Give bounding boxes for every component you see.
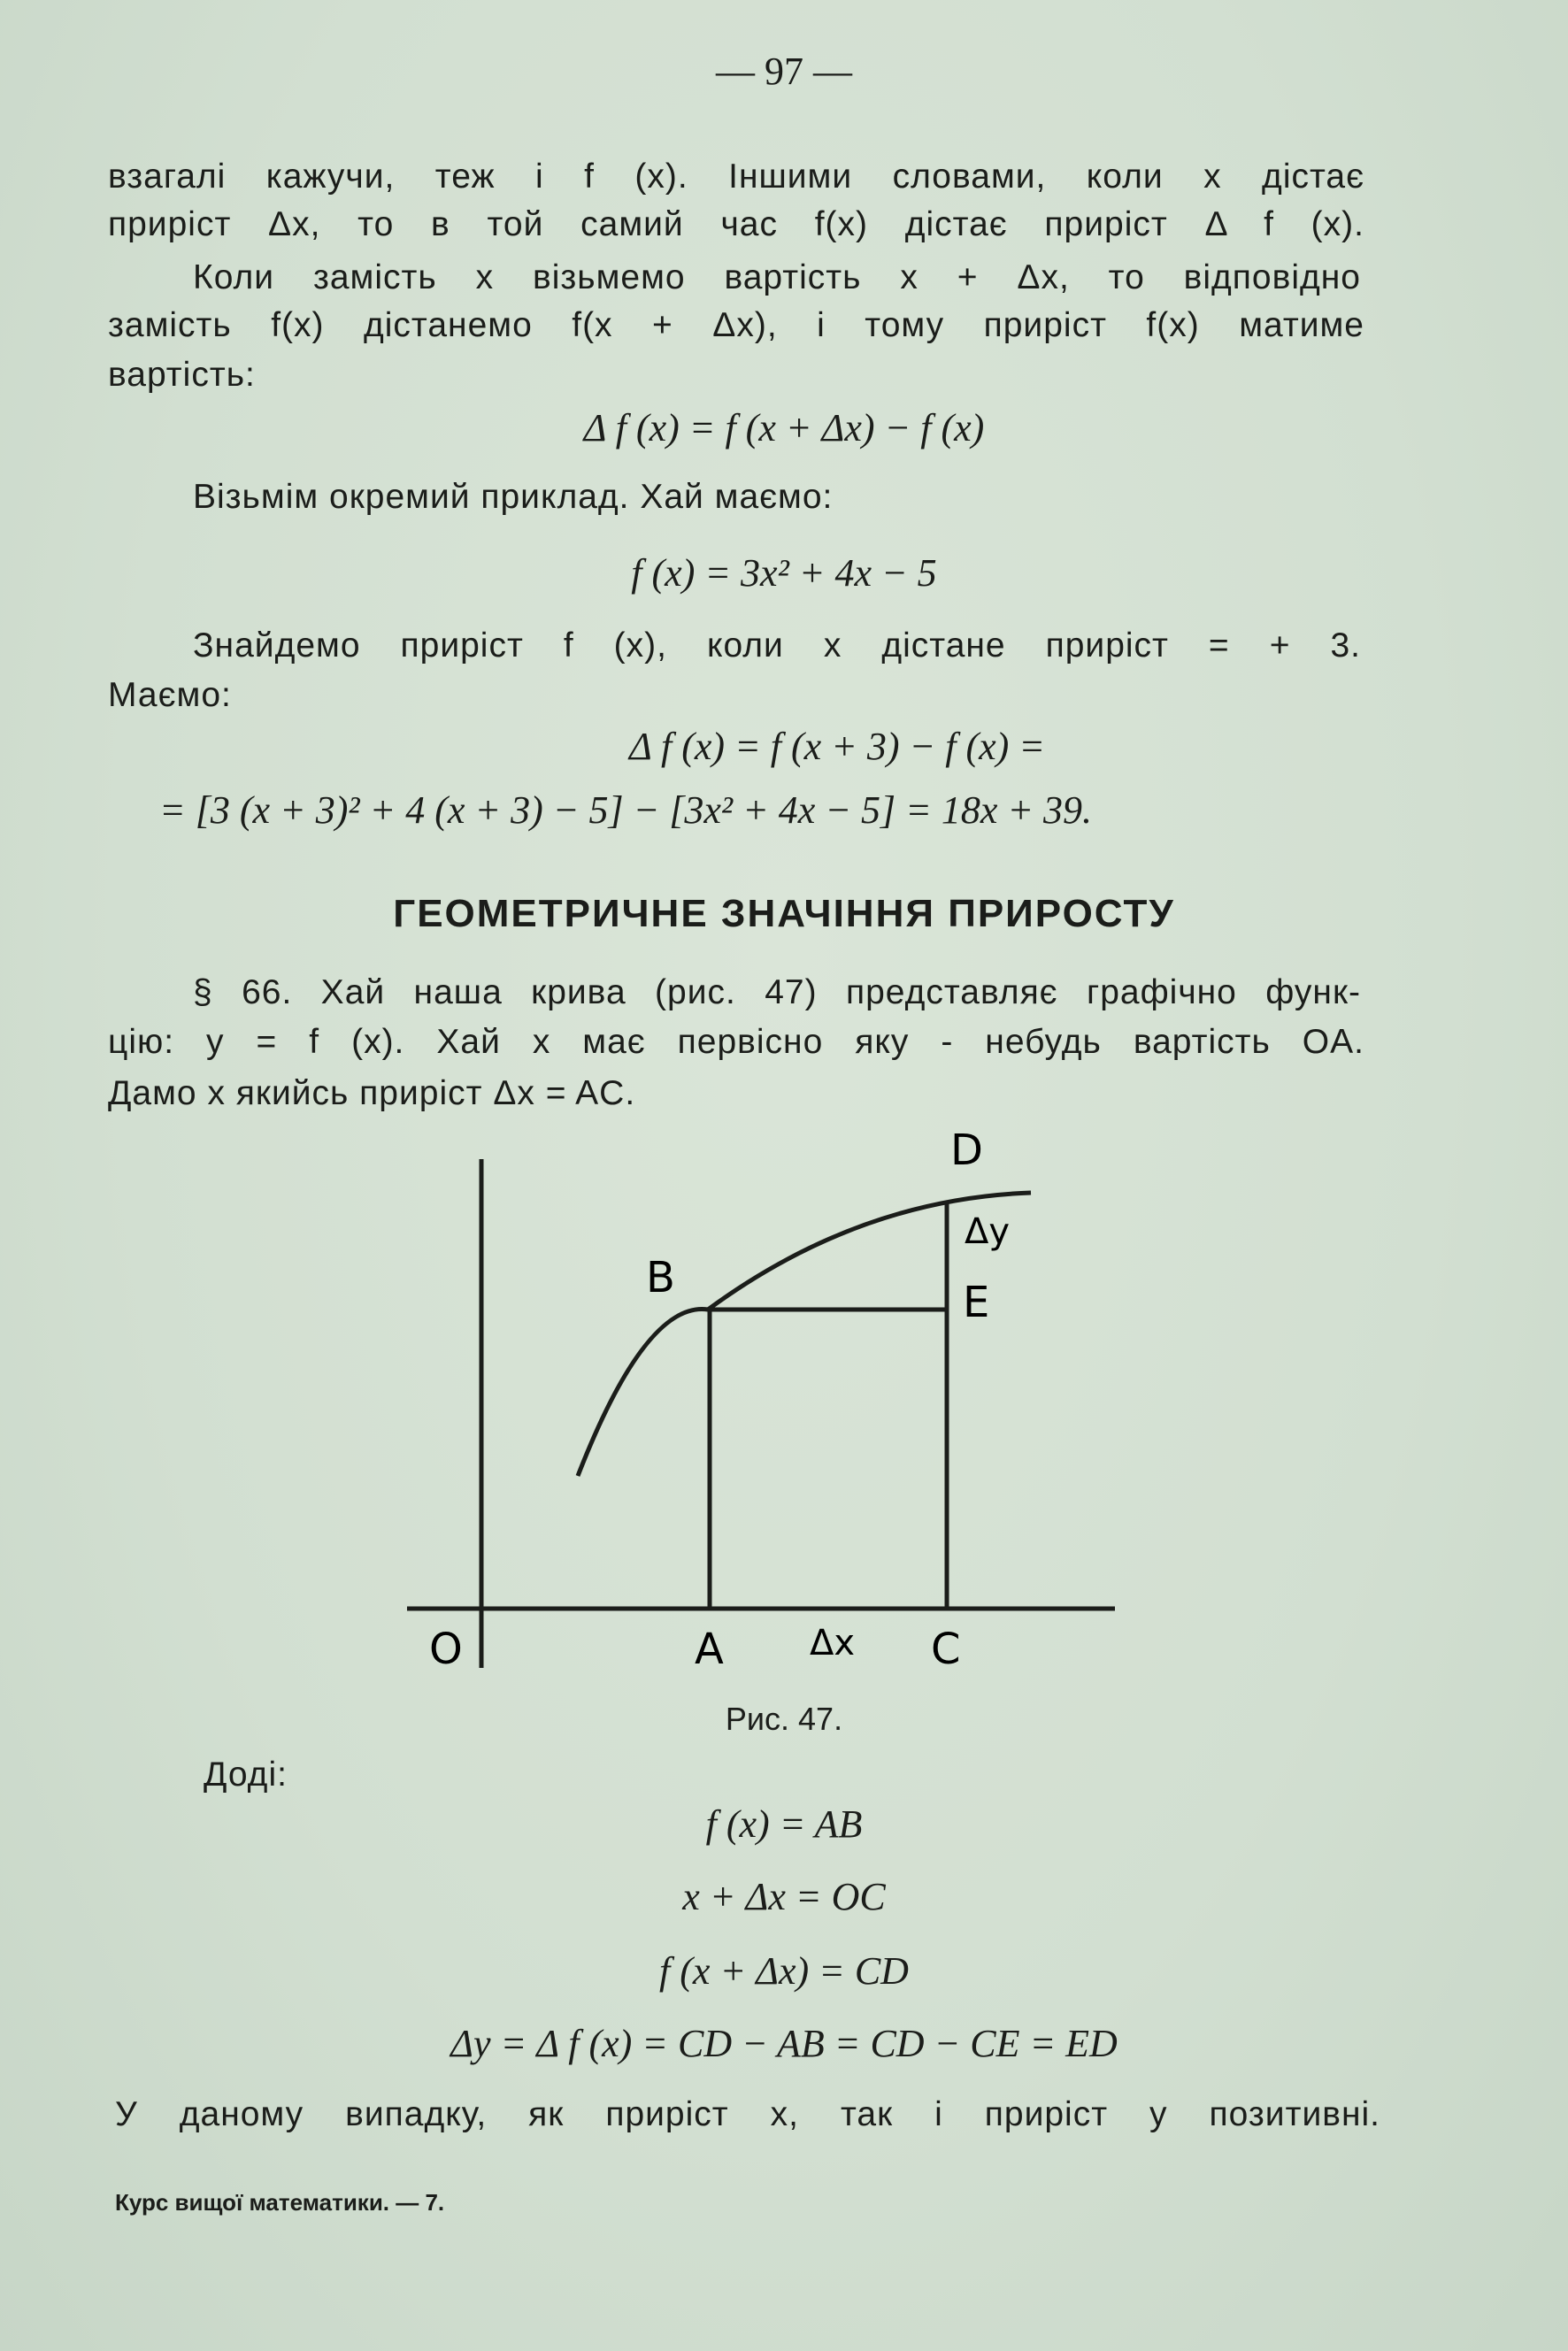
- paragraph-line: Дамо x якийсь приріст Δx = AC.: [108, 1074, 636, 1112]
- dodi-label: Доді:: [204, 1756, 288, 1794]
- formula-x-plus-dx-OC: x + Δx = OC: [682, 1875, 886, 1918]
- conclusion-line: У даному випадку, як приріст x, так і приріст y позитивні.: [115, 2095, 1380, 2133]
- section-heading: ГЕОМЕТРИЧНЕ ЗНАЧІННЯ ПРИРОСТУ: [393, 892, 1175, 935]
- paragraph-line: Маємо:: [108, 676, 232, 714]
- paragraph-line: замість f(x) дістанемо f(x + Δx), і тому приріст f(x) матиме: [108, 306, 1364, 344]
- formula-increment-expanded: = [3 (x + 3)² + 4 (x + 3) − 5] − [3x² + 4x − 5] = 18x + 39.: [159, 788, 1093, 832]
- label-delta-y: Δy: [965, 1211, 1011, 1252]
- formula-example-function: f (x) = 3x² + 4x − 5: [631, 551, 937, 595]
- paragraph-line: Коли замість x візьмемо вартість x + Δx, то відповідно: [193, 258, 1361, 296]
- formula-increment-definition: Δ f (x) = f (x + Δx) − f (x): [583, 406, 985, 449]
- paragraph-line: приріст Δx, то в той самий час f(x) дістає приріст Δ f (x).: [108, 205, 1364, 243]
- label-delta-x: Δx: [810, 1623, 856, 1663]
- paragraph-line: Візьмім окремий приклад. Хай маємо:: [193, 478, 834, 516]
- function-curve: [578, 1193, 1031, 1476]
- paragraph-line: взагалі кажучи, теж і f (x). Іншими словами, коли x дістає: [108, 158, 1364, 196]
- paragraph-line: § 66. Хай наша крива (рис. 47) представляє графічно функ-: [193, 973, 1361, 1011]
- label-E: E: [963, 1278, 990, 1327]
- formula-delta-y-ED: Δy = Δ f (x) = CD − AB = CD − CE = ED: [450, 2022, 1118, 2065]
- figure-47-diagram: [389, 1133, 1133, 1690]
- paragraph-line: цію: y = f (x). Хай x має первісно яку - небудь вартість OA.: [108, 1023, 1364, 1061]
- label-B: B: [646, 1253, 675, 1302]
- paragraph-line: Знайдемо приріст f (x), коли x дістане приріст = + 3.: [193, 626, 1361, 665]
- formula-f-x-AB: f (x) = AB: [705, 1802, 863, 1846]
- label-A: A: [695, 1625, 724, 1674]
- formula-increment-example: Δ f (x) = f (x + 3) − f (x) =: [629, 725, 1045, 768]
- label-D: D: [950, 1133, 983, 1175]
- paragraph-line: вартість:: [108, 356, 256, 394]
- formula-f-x-dx-CD: f (x + Δx) = CD: [659, 1949, 909, 1993]
- label-O: O: [429, 1625, 463, 1674]
- page-number: — 97 —: [716, 50, 852, 93]
- figure-caption: Рис. 47.: [725, 1701, 843, 1737]
- footer-signature: Курс вищої математики. — 7.: [115, 2189, 445, 2216]
- label-C: C: [931, 1625, 961, 1674]
